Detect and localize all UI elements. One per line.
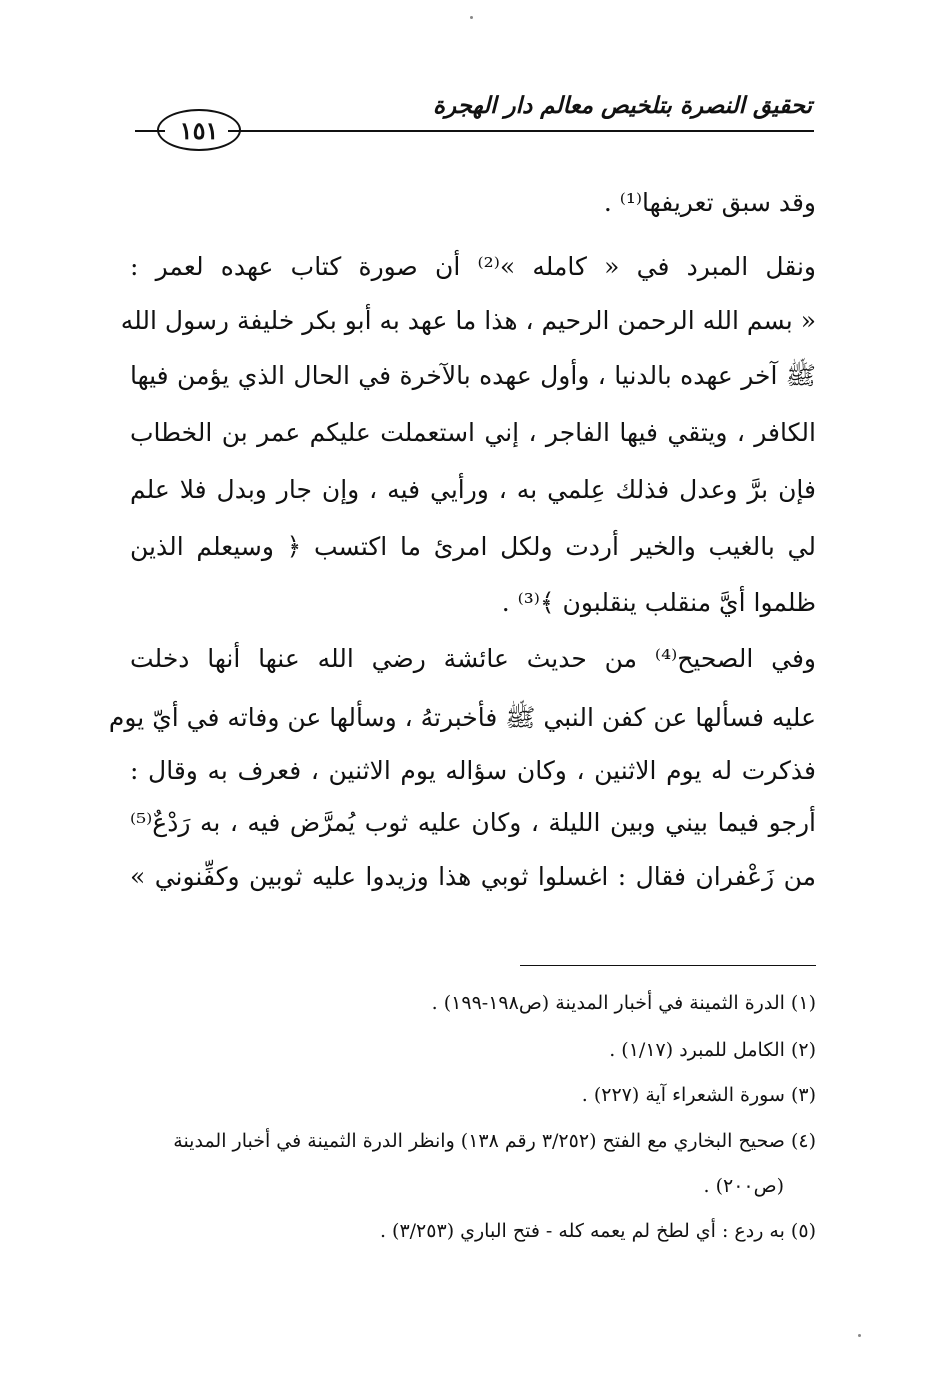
text-line: وفي الصحيح⁽⁴⁾ من حديث عائشة رضي الله عنها أنها دخلت (130, 644, 817, 673)
text-line: ظلموا أيَّ منقلب ينقلبون ﴾⁽³⁾ . (501, 588, 816, 617)
text-line: عليه فسألها عن كفن النبي ﷺ فأخبرتهُ ، وسألها عن وفاته في أيّ يوم (108, 703, 816, 732)
footnote-separator (520, 965, 816, 966)
footnote-2: (٢) الكامل للمبرد (١/١٧) . (609, 1039, 816, 1061)
text-line: أرجو فيما بيني وبين الليلة ، وكان عليه ثوب يُمرَّض فيه ، به رَدْعٌ⁽⁵⁾ (130, 808, 816, 837)
header-rule (228, 130, 814, 132)
text-line: ﷺ آخر عهده بالدنيا ، وأول عهده بالآخرة في الحال الذي يؤمن فيها (130, 361, 816, 390)
text-line: فذكرت له يوم الاثنين ، وكان سؤاله يوم الاثنين ، فعرف به وقال : (130, 756, 816, 785)
running-header-title: تحقيق النصرة بتلخيص معالم دار الهجرة (432, 92, 812, 119)
footnote-5: (٥) به ردع : أي لطخ لم يعمه كله - فتح الباري (٣/٢٥٣) . (379, 1220, 816, 1242)
scan-speck (858, 1334, 861, 1337)
footnote-3: (٣) سورة الشعراء آية (٢٢٧) . (581, 1084, 816, 1106)
text-line: من زَعْفران فقال : اغسلوا ثوبي هذا وزيدوا عليه ثوبين وكفِّنوني » (130, 862, 816, 891)
text-line: ونقل المبرد في « كامله »⁽²⁾ أن صورة كتاب عهده لعمر : (130, 252, 816, 281)
text-line: لي بالغيب والخير أردت ولكل امرئ ما اكتسب ﴿ وسيعلم الذين (130, 532, 816, 561)
text-line: وقد سبق تعريفها⁽¹⁾ . (603, 188, 816, 217)
footnote-1: (١) الدرة الثمينة في أخبار المدينة (ص١٩٨-١٩٩) . (431, 992, 816, 1014)
footnote-4-continued: (ص٢٠٠) . (703, 1175, 784, 1197)
text-line: فإن برَّ وعدل فذلك عِلمي به ، ورأيي فيه ، وإن جار وبدل فلا علم (130, 475, 816, 504)
text-line: الكافر ، ويتقي فيها الفاجر ، إني استعملت عليكم عمر بن الخطاب (130, 418, 816, 447)
footnote-4: (٤) صحيح البخاري مع الفتح (٣/٢٥٢ رقم ١٣٨) وانظر الدرة الثمينة في أخبار المدينة (173, 1130, 816, 1152)
page-number-badge (157, 109, 241, 151)
scan-speck (470, 16, 473, 19)
page-number: ١٥١ (179, 115, 219, 145)
text-line: « بسم الله الرحمن الرحيم ، هذا ما عهد به أبو بكر خليفة رسول الله (120, 306, 816, 335)
